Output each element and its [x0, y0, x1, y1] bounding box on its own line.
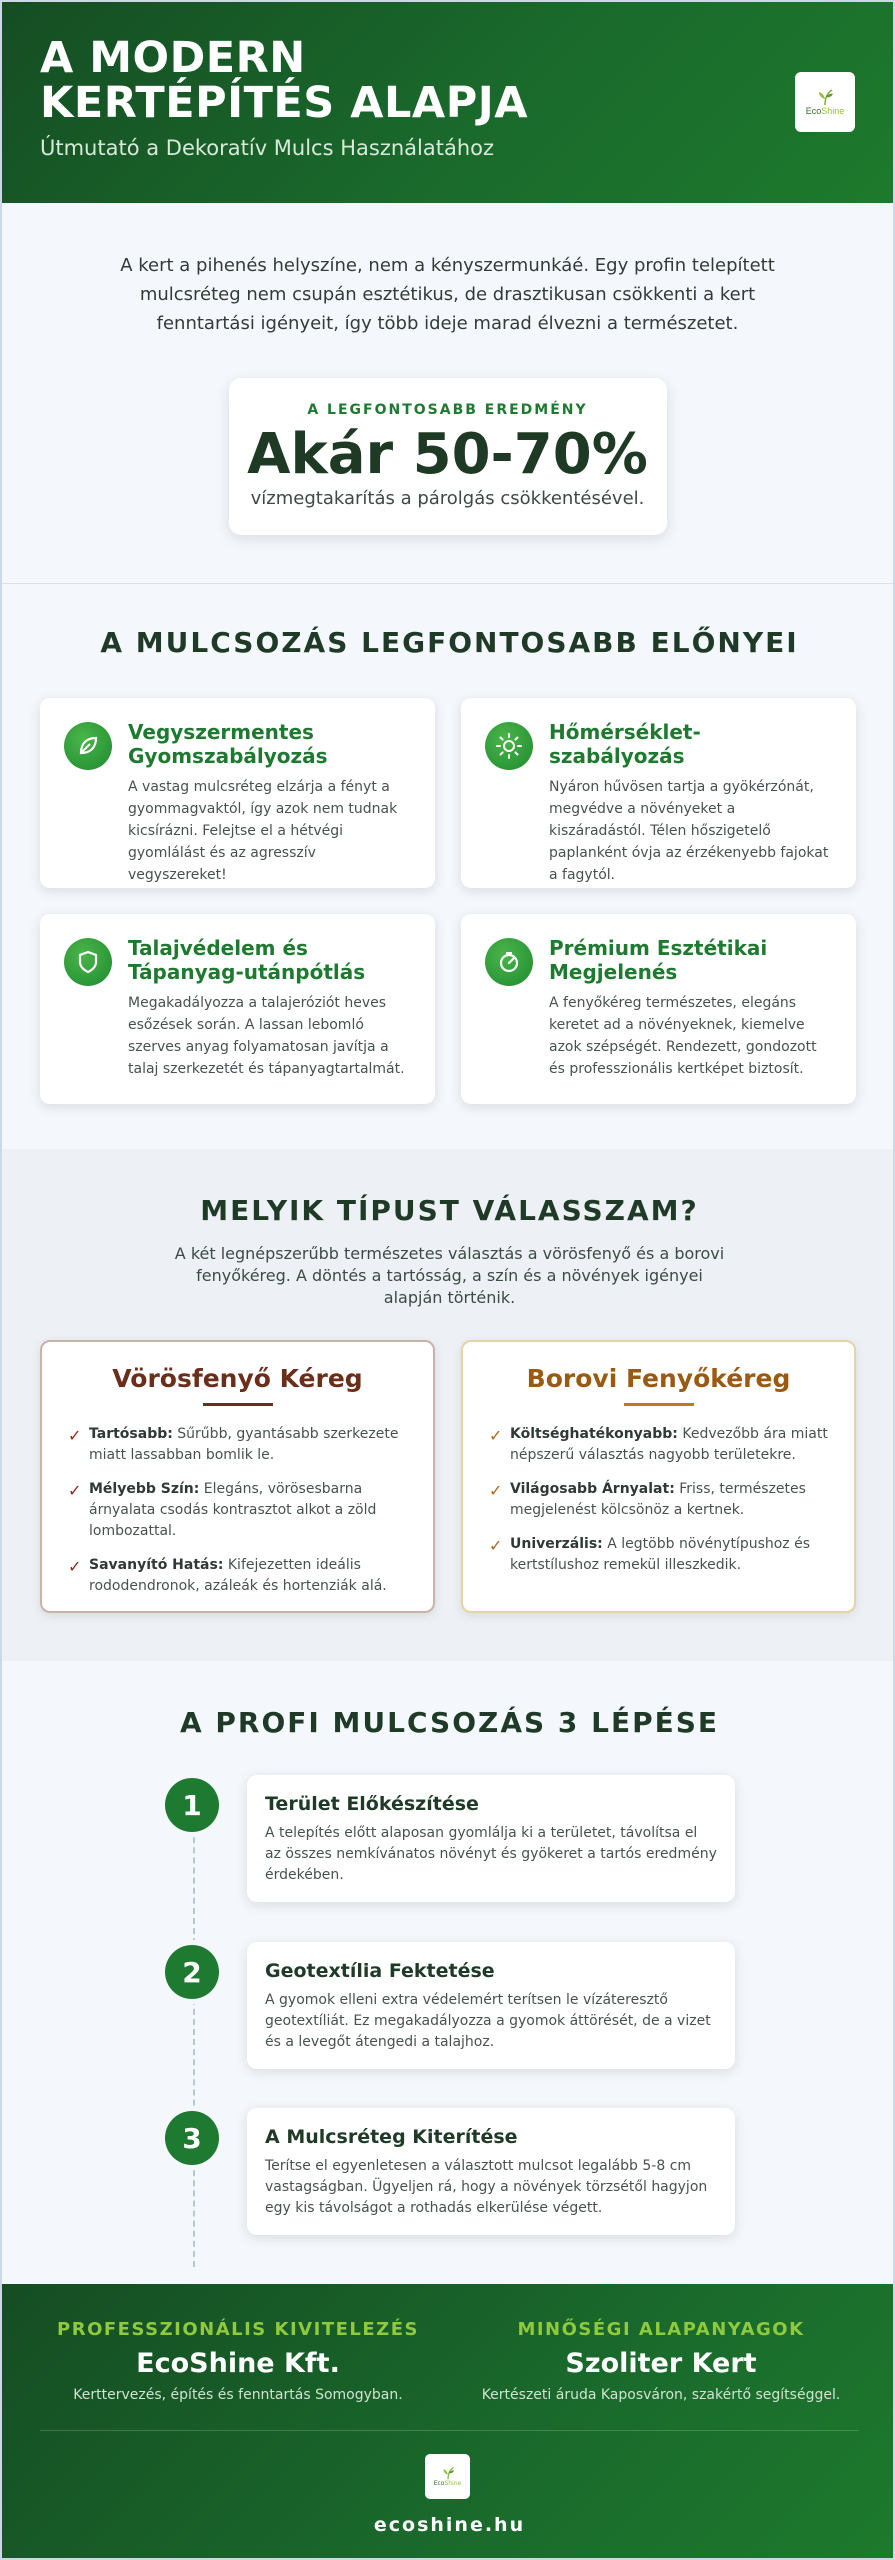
footer	[2, 2284, 895, 2560]
footer-kicker: MINŐSÉGI ALAPANYAGOK	[517, 2319, 805, 2340]
step-card	[247, 1775, 735, 1902]
feature-item: ✓ Savanyító Hatás: Kifejezetten ideális rododendronok, azáleák és hortenziák alá.	[68, 1557, 387, 1594]
benefit-title: Talajvédelem és Tápanyag-utánpótlás	[128, 936, 366, 984]
footer-company-name: EcoShine Kft.	[136, 2348, 340, 2379]
steps-section	[2, 1662, 895, 2284]
leaf-logo-icon	[814, 88, 836, 106]
website-link[interactable]: ecoshine.hu	[373, 2514, 526, 2536]
benefits-section	[2, 626, 895, 1077]
footer-divider	[40, 2430, 859, 2431]
footer-company-desc: Kerttervezés, építés és fenntartás Somogyban.	[73, 2387, 403, 2403]
title-underline	[624, 1403, 694, 1406]
benefit-text: Megakadályozza a talajeróziót heves esőzések során. A lassan lebomló szerves anyag folyamatosan javítja a talaj szerkezetét és tápanyagtartalmát.	[128, 995, 405, 1077]
step-text: A telepítés előtt alaposan gyomlálja ki a területet, távolítsa el az összes nemkívánatos növényt és gyökeret a tartós eredmény érdekében.	[265, 1825, 717, 1883]
timeline-line	[193, 1807, 195, 2267]
shield-icon	[64, 938, 112, 986]
types-section	[2, 1149, 895, 1661]
logo-wordmark: EcoShine	[805, 106, 845, 116]
brand-logo	[795, 72, 855, 132]
result-description: vízmegtakarítás a párolgás csökkentésével.	[250, 488, 645, 509]
benefits-title: A MULCSOZÁS LEGFONTOSABB ELŐNYEI	[100, 626, 799, 659]
benefit-title: Vegyszermentes Gyomszabályozás	[128, 720, 328, 768]
check-icon: ✓	[489, 1536, 503, 1555]
step-title: Terület Előkészítése	[265, 1793, 479, 1815]
feature-item: ✓ Költséghatékonyabb: Kedvezőbb ára miatt népszerű választás nagyobb területekre.	[489, 1426, 828, 1463]
feature-list	[62, 1424, 413, 1597]
header	[2, 2, 893, 203]
check-icon: ✓	[68, 1426, 82, 1445]
step-number: 3	[165, 2111, 219, 2165]
benefit-text: A fenyőkéreg természetes, elegáns keretet ad a növényeknek, kiemelve azok szépségét. Rendezett, gondozott és professzionális kertképet biztosít.	[549, 995, 817, 1077]
footer-logo-wordmark: EcoShine	[433, 2480, 462, 2487]
check-icon: ✓	[489, 1481, 503, 1500]
footer-supplier	[461, 2319, 861, 2403]
check-icon: ✓	[68, 1481, 82, 1500]
sun-icon	[485, 722, 533, 770]
benefit-title: Prémium Esztétikai Megjelenés	[549, 936, 768, 984]
feature-item: ✓ Mélyebb Szín: Elegáns, vörösesbarna árnyalata csodás kontrasztot alkot a zöld lombozattal.	[68, 1481, 377, 1539]
check-icon: ✓	[489, 1426, 503, 1445]
type-card-pine	[461, 1340, 856, 1613]
result-card	[229, 378, 667, 535]
page-title: A MODERN KERTÉPÍTÉS ALAPJA	[40, 33, 528, 128]
page-subtitle: Útmutató a Dekoratív Mulcs Használatához	[40, 136, 495, 160]
footer-logo	[425, 2454, 470, 2499]
feature-list	[483, 1424, 834, 1576]
step-title: A Mulcsréteg Kiterítése	[265, 2126, 518, 2148]
types-intro: A két legnépszerűbb természetes választás a vörösfenyő és a borovi fenyőkéreg. A döntés a tartósság, a szín és a növények igényei alapján történik.	[174, 1244, 725, 1307]
step-number: 1	[165, 1778, 219, 1832]
benefit-card-soil	[40, 914, 435, 1104]
benefit-card-aesthetic	[461, 914, 856, 1104]
type-card-title: Vörösfenyő Kéreg	[112, 1364, 363, 1393]
step-text: Terítse el egyenletesen a választott mulcsot legalább 5-8 cm vastagságban. Ügyeljen rá, hogy a növények törzsétől hagyjon egy kis távolságot a rothadás elkerülése végett.	[265, 2158, 708, 2216]
gauge-icon	[485, 938, 533, 986]
step-card	[247, 1942, 735, 2069]
check-icon: ✓	[68, 1557, 82, 1576]
leaf-logo-icon	[439, 2466, 457, 2480]
title-underline	[203, 1403, 273, 1406]
step-title: Geotextília Fektetése	[265, 1960, 495, 1982]
benefit-title: Hőmérséklet-szabályozás	[549, 720, 701, 768]
result-value: Akár 50-70%	[247, 422, 648, 487]
step-text: A gyomok elleni extra védelemért terítsen le vízáteresztő geotextíliát. Ez megakadályozza a gyomok áttörését, de a vizet és a levegőt átengedi a talajhoz.	[265, 1992, 711, 2050]
types-title: MELYIK TÍPUST VÁLASSZAM?	[200, 1194, 699, 1227]
steps-title: A PROFI MULCSOZÁS 3 LÉPÉSE	[179, 1706, 720, 1739]
footer-company	[38, 2319, 438, 2403]
step-number: 2	[165, 1945, 219, 1999]
footer-supplier-desc: Kertészeti áruda Kaposváron, szakértő segítséggel.	[481, 2387, 841, 2403]
intro-text: A kert a pihenés helyszíne, nem a kényszermunkáé. Egy profin telepített mulcsréteg nem csupán esztétikus, de drasztikusan csökkenti a kert fenntartási igényeit, így több ideje marad élvezni a természetet.	[120, 255, 775, 334]
benefit-text: A vastag mulcsréteg elzárja a fényt a gyommagvaktól, így azok nem tudnak kicsírázni. Felejtse el a hétvégi gyomlálást és az agresszív vegyszereket!	[128, 779, 398, 883]
benefit-card-temperature	[461, 698, 856, 888]
type-card-larch	[40, 1340, 435, 1613]
feature-item: ✓ Univerzális: A legtöbb növénytípushoz és kertstílushoz remekül illeszkedik.	[489, 1536, 811, 1573]
footer-kicker: PROFESSZIONÁLIS KIVITELEZÉS	[57, 2319, 419, 2340]
result-label: A LEGFONTOSABB EREDMÉNY	[307, 402, 588, 418]
step-card	[247, 2108, 735, 2235]
type-card-title: Borovi Fenyőkéreg	[526, 1364, 791, 1393]
intro-section	[2, 203, 893, 535]
section-divider	[2, 583, 893, 584]
feature-item: ✓ Tartósabb: Sűrűbb, gyantásabb szerkezete miatt lassabban bomlik le.	[68, 1426, 399, 1463]
benefit-text: Nyáron hűvösen tartja a gyökérzónát, megvédve a növényeket a kiszáradástól. Télen hőszigetelő paplanként óvja az érzékenyebb fajokat a fagytól.	[549, 779, 829, 883]
footer-supplier-name: Szoliter Kert	[565, 2348, 757, 2379]
feature-item: ✓ Világosabb Árnyalat: Friss, természetes megjelenést kölcsönöz a kertnek.	[489, 1481, 806, 1518]
leaf-icon	[64, 722, 112, 770]
benefit-card-weed	[40, 698, 435, 888]
